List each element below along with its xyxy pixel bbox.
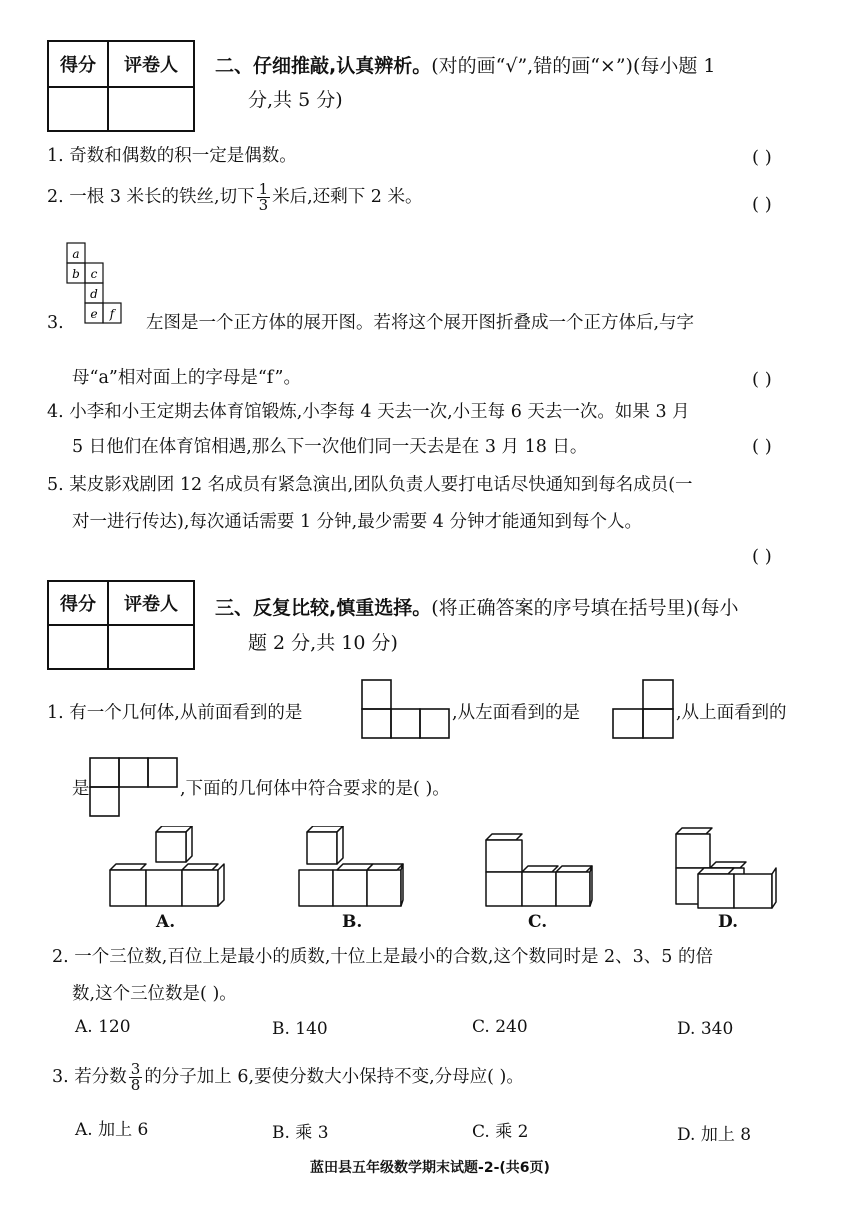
net-letter-c: c [90, 267, 98, 281]
cube-net-figure [66, 242, 144, 342]
s2-answer-1[interactable]: ( ) [752, 147, 772, 168]
s3-q1-part2: ,从左面看到的是 [452, 703, 581, 723]
score-box-section2 [47, 40, 195, 132]
grader-cell[interactable] [108, 625, 194, 669]
solid-option-b [295, 826, 410, 912]
s2-answer-2[interactable]: ( ) [752, 194, 772, 215]
top-view-figure [88, 756, 180, 820]
grader-cell[interactable] [108, 87, 194, 131]
s2-answer-4[interactable]: ( ) [752, 436, 772, 457]
front-view-figure [360, 678, 452, 742]
page-footer: 蓝田县五年级数学期末试题-2-(共6页) [310, 1160, 550, 1176]
s3-q1-part3: ,从上面看到的 [676, 703, 787, 723]
s2-q2-before: 2. 一根 3 米长的铁丝,切下 [47, 187, 255, 207]
s3-q2-option-b[interactable]: B. 140 [272, 1019, 328, 1039]
s2-q3-line1: 左图是一个正方体的展开图。若将这个展开图折叠成一个正方体后,与字 [146, 313, 695, 333]
score-label: 得分 [48, 581, 108, 625]
solid-option-c [482, 830, 597, 912]
section2-title [215, 50, 815, 82]
s3-q1-part5: ,下面的几何体中符合要求的是( )。 [180, 779, 450, 799]
net-letter-f: f [109, 307, 115, 321]
grader-label: 评卷人 [108, 41, 194, 87]
net-letter-a: a [72, 247, 80, 261]
section3-title [215, 592, 815, 624]
s3-q3-option-d[interactable]: D. 加上 8 [677, 1125, 752, 1145]
section2-title-bold: 二、仔细推敲,认真辨析。 [215, 55, 432, 77]
s3-q1-option-b-label[interactable]: B. [342, 912, 363, 932]
section3-title-rest: (将正确答案的序号填在括号里)(每小 [431, 597, 739, 619]
left-view-figure [610, 678, 676, 742]
s3-q3-option-c[interactable]: C. 乘 2 [472, 1122, 529, 1142]
s3-q2-line1: 2. 一个三位数,百位上是最小的质数,十位上是最小的合数,这个数同时是 2、3、5 的倍 [52, 947, 713, 967]
s2-q3-line2: 母“a”相对面上的字母是“f”。 [72, 368, 301, 388]
solid-option-a [100, 826, 230, 912]
s3-q2-option-c[interactable]: C. 240 [472, 1017, 528, 1037]
s3-q2-option-a[interactable]: A. 120 [75, 1017, 131, 1037]
score-cell[interactable] [48, 625, 108, 669]
score-label: 得分 [48, 41, 108, 87]
section3-title-bold: 三、反复比较,慎重选择。 [215, 597, 432, 619]
s3-q1-part4: 是 [72, 779, 90, 799]
score-box-section3 [47, 580, 195, 670]
net-letter-e: e [90, 307, 98, 321]
s3-q3-fraction: $\frac{3}{8}$ [130, 1060, 141, 1094]
net-letter-d: d [90, 287, 98, 301]
s2-q3-prefix: 3. [47, 313, 64, 333]
s3-q2-line2: 数,这个三位数是( )。 [72, 984, 237, 1004]
s2-q5-line2: 对一进行传达),每次通话需要 1 分钟,最少需要 4 分钟才能通知到每个人。 [72, 512, 642, 532]
s3-q3-after: 的分子加上 6,要使分数大小保持不变,分母应( )。 [144, 1067, 524, 1087]
s3-q3-option-a[interactable]: A. 加上 6 [75, 1120, 149, 1140]
s3-q2-option-d[interactable]: D. 340 [677, 1019, 734, 1039]
s2-q2-fraction: $\frac{1}{3}$ [258, 180, 269, 214]
s2-q4-line1: 4. 小李和小王定期去体育馆锻炼,小李每 4 天去一次,小王每 6 天去一次。如果 3 月 [47, 402, 690, 422]
s3-q3-option-b[interactable]: B. 乘 3 [272, 1123, 329, 1143]
s3-q1-option-c-label[interactable]: C. [528, 912, 548, 932]
section2-title-line2: 分,共 5 分) [248, 89, 343, 111]
s2-q2-after: 米后,还剩下 2 米。 [272, 187, 423, 207]
solid-option-d [670, 826, 785, 912]
s3-q1-option-a-label[interactable]: A. [156, 912, 176, 932]
section3-title-line2: 题 2 分,共 10 分) [248, 632, 398, 654]
s3-q1-part1: 1. 有一个几何体,从前面看到的是 [47, 703, 303, 723]
s2-question-1: 1. 奇数和偶数的积一定是偶数。 [47, 146, 297, 166]
s2-q5-line1: 5. 某皮影戏剧团 12 名成员有紧急演出,团队负责人要打电话尽快通知到每名成员(一 [47, 475, 693, 495]
s2-answer-3[interactable]: ( ) [752, 369, 772, 390]
s2-answer-5[interactable]: ( ) [752, 546, 772, 567]
s3-question-3 [52, 1060, 524, 1094]
s2-question-2 [47, 180, 422, 214]
score-cell[interactable] [48, 87, 108, 131]
net-letter-b: b [72, 267, 80, 281]
s3-q3-before: 3. 若分数 [52, 1067, 127, 1087]
section2-title-rest: (对的画“√”,错的画“×”)(每小题 1 [431, 55, 716, 77]
s2-q4-line2: 5 日他们在体育馆相遇,那么下一次他们同一天去是在 3 月 18 日。 [72, 437, 588, 457]
grader-label: 评卷人 [108, 581, 194, 625]
s3-q1-option-d-label[interactable]: D. [718, 912, 739, 932]
